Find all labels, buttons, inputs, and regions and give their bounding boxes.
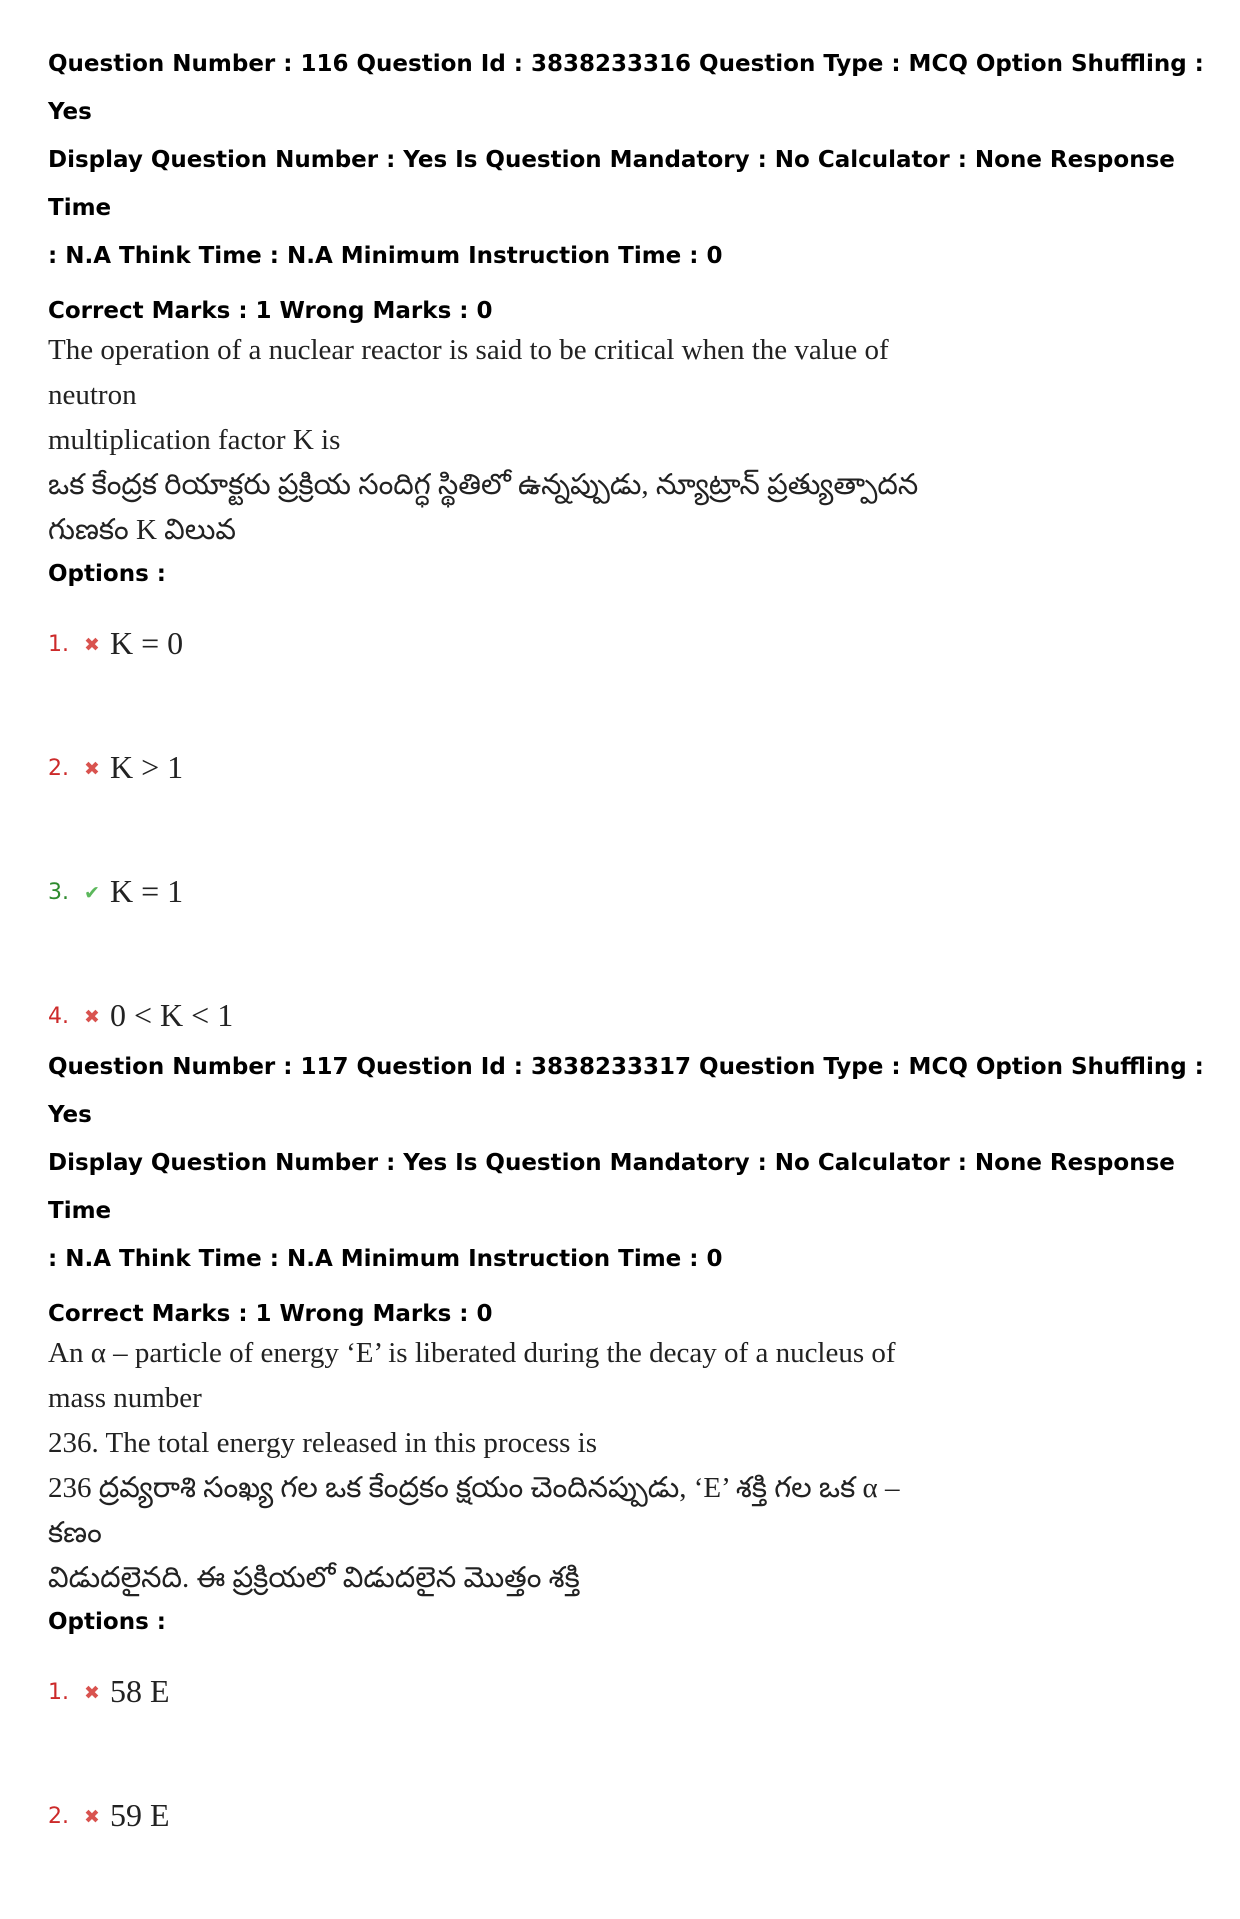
question-text-line: 236 ద్రవ్యరాశి సంఖ్య గల ఒక కేంద్రకం క్షయం చెందినప్పుడు, ‘E’ శక్తి గల ఒక α – కణం <box>48 1472 900 1549</box>
question-text-line: గుణకం K విలువ <box>48 514 237 546</box>
question-text-english <box>48 1331 948 1466</box>
question-block <box>48 1043 1208 1919</box>
question-text-line: The operation of a nuclear reactor is said to be critical when the value of neutron <box>48 334 889 411</box>
options-label: Options : <box>48 561 166 587</box>
question-meta-line: Question Number : 117 Question Id : 3838233317 Question Type : MCQ Option Shuffling : Yes <box>48 1054 1204 1128</box>
options-list <box>48 1671 1208 1919</box>
option-item[interactable] <box>48 871 1208 995</box>
question-block <box>48 40 1208 1119</box>
wrong-mark-icon: ✖ <box>84 634 100 656</box>
wrong-mark-icon: ✖ <box>84 758 100 780</box>
question-text-line: ఒక కేంద్రక రియాక్టరు ప్రక్రియ సందిగ్ధ స్థితిలో ఉన్నప్పుడు, న్యూట్రాన్ ప్రత్యుత్పాదన <box>48 469 919 501</box>
question-text-english <box>48 328 948 463</box>
option-item[interactable] <box>48 1795 1208 1919</box>
option-number: 3. <box>48 880 69 905</box>
question-meta-line: : N.A Think Time : N.A Minimum Instruction Time : 0 <box>48 243 723 269</box>
question-meta-line: Display Question Number : Yes Is Question Mandatory : No Calculator : None Response Time <box>48 1150 1175 1224</box>
option-text: 0 < K < 1 <box>110 997 234 1033</box>
options-label: Options : <box>48 1609 166 1635</box>
wrong-mark-icon: ✖ <box>84 1806 100 1828</box>
option-number: 4. <box>48 1004 69 1029</box>
question-text-line: విడుదలైనది. ఈ ప్రక్రియలో విడుదలైన మొత్తం శక్తి <box>48 1562 580 1594</box>
option-text: K > 1 <box>110 749 184 785</box>
option-text: K = 1 <box>110 873 184 909</box>
question-text-telugu <box>48 463 948 553</box>
question-meta-line: Display Question Number : Yes Is Question Mandatory : No Calculator : None Response Time <box>48 147 1175 221</box>
option-text: 58 E <box>110 1673 170 1709</box>
option-item[interactable] <box>48 1671 1208 1795</box>
correct-check-icon: ✔ <box>84 882 100 904</box>
option-number: 2. <box>48 1804 69 1829</box>
option-item[interactable] <box>48 747 1208 871</box>
wrong-mark-icon: ✖ <box>84 1006 100 1028</box>
question-text-telugu <box>48 1466 948 1601</box>
option-text: 59 E <box>110 1797 170 1833</box>
question-marks: Correct Marks : 1 Wrong Marks : 0 <box>48 1301 493 1327</box>
option-item[interactable] <box>48 623 1208 747</box>
option-text: K = 0 <box>110 625 184 661</box>
question-text-line: 236. The total energy released in this process is <box>48 1427 597 1459</box>
option-number: 2. <box>48 756 69 781</box>
question-text-line: An α – particle of energy ‘E’ is liberated during the decay of a nucleus of mass number <box>48 1337 896 1414</box>
wrong-mark-icon: ✖ <box>84 1682 100 1704</box>
question-meta-line: Question Number : 116 Question Id : 3838233316 Question Type : MCQ Option Shuffling : Yes <box>48 51 1204 125</box>
option-number: 1. <box>48 1680 69 1705</box>
question-meta-line: : N.A Think Time : N.A Minimum Instruction Time : 0 <box>48 1246 723 1272</box>
question-marks: Correct Marks : 1 Wrong Marks : 0 <box>48 298 493 324</box>
question-text-line: multiplication factor K is <box>48 424 341 456</box>
option-number: 1. <box>48 632 69 657</box>
